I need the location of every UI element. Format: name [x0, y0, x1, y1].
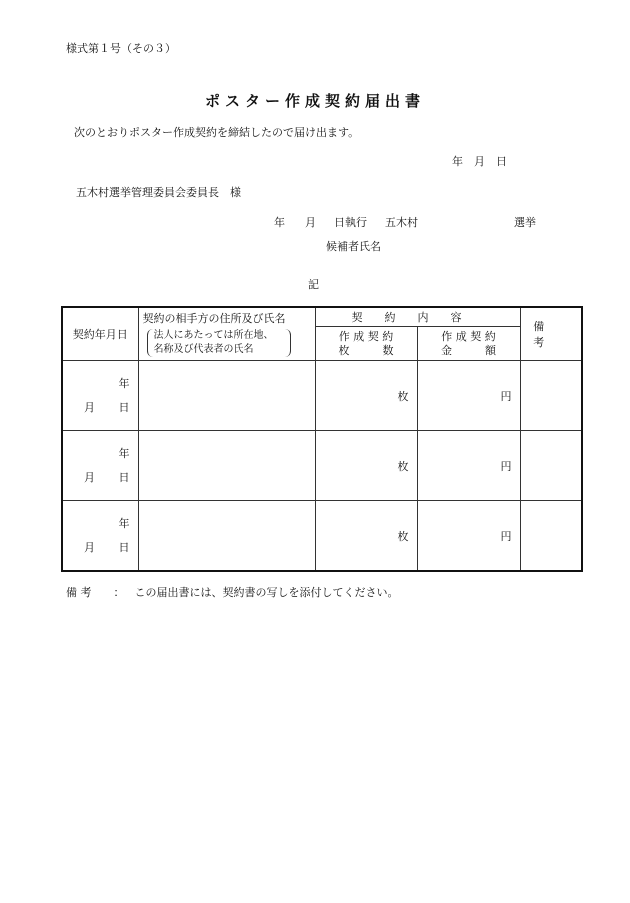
submission-date: 年 月 日 — [452, 155, 507, 168]
note-text: この届出書には、契約書の写しを添付してください。 — [134, 586, 399, 599]
header-party-note-1: 法人にあたっては所在地、 — [153, 330, 274, 341]
row-qty: 枚 — [315, 361, 417, 431]
note-label: 備 考 — [66, 586, 92, 599]
header-quantity — [315, 327, 417, 361]
row-qty: 枚 — [315, 431, 417, 501]
candidate-name-label: 候補者氏名 — [326, 240, 381, 253]
row-year: 年 — [118, 377, 130, 390]
header-amount-2: 金 額 — [441, 343, 496, 357]
row-date — [62, 431, 138, 501]
addressee: 五木村選挙管理委員会委員長 様 — [76, 186, 241, 199]
row-amount: 円 — [417, 361, 520, 431]
page-title: ポスター作成契約届出書 — [204, 92, 425, 110]
remarks-note — [66, 584, 399, 600]
row-year: 年 — [118, 447, 130, 460]
header-party-note-2: 名称及び代表者の氏名 — [153, 344, 254, 355]
election-execution-line — [274, 214, 556, 230]
row-year: 年 — [118, 517, 130, 530]
header-quantity-2: 枚 数 — [338, 343, 394, 357]
header-amount — [417, 327, 520, 361]
exec-month: 月 — [305, 216, 316, 229]
row-amount: 円 — [417, 501, 520, 572]
contract-table — [61, 306, 583, 572]
header-contract-contents: 契約内容 — [315, 307, 520, 327]
table-row — [62, 361, 582, 431]
row-date — [62, 501, 138, 572]
header-amount-1: 作 成 契 約 — [441, 329, 496, 343]
header-party-note — [147, 329, 291, 357]
header-contract-date: 契約年月日 — [62, 307, 138, 361]
row-party — [138, 361, 315, 431]
row-month-day: 月 日 — [84, 401, 130, 414]
header-remarks: 備考 — [520, 307, 582, 361]
row-qty: 枚 — [315, 501, 417, 572]
row-party — [138, 501, 315, 572]
row-month-day: 月 日 — [84, 541, 130, 554]
row-remarks — [520, 431, 582, 501]
row-remarks — [520, 361, 582, 431]
header-quantity-1: 作 成 契 約 — [338, 329, 394, 343]
row-month-day: 月 日 — [84, 471, 130, 484]
ki-marker: 記 — [308, 278, 319, 291]
exec-day: 日執行 — [334, 216, 367, 229]
table-row — [62, 501, 582, 572]
header-party — [138, 307, 315, 361]
header-party-title: 契約の相手方の住所及び氏名 — [142, 312, 286, 325]
exec-village: 五木村 — [385, 216, 418, 229]
exec-year: 年 — [274, 216, 285, 229]
row-remarks — [520, 501, 582, 572]
note-colon: ： — [113, 586, 125, 599]
row-party — [138, 431, 315, 501]
form-number: 様式第１号（その３） — [66, 42, 176, 55]
exec-election: 選挙 — [514, 216, 536, 229]
table-row — [62, 431, 582, 501]
row-amount: 円 — [417, 431, 520, 501]
row-date — [62, 361, 138, 431]
intro-text: 次のとおりポスター作成契約を締結したので届け出ます。 — [74, 126, 360, 139]
